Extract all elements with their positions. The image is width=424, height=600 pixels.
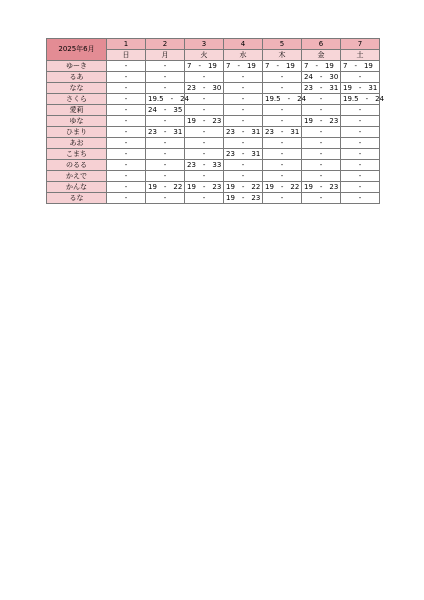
shift-cell: - xyxy=(263,193,302,204)
shift-cell: 23 - 31 xyxy=(302,83,341,94)
shift-cell: 19 - 22 xyxy=(263,182,302,193)
shift-cell: - xyxy=(263,160,302,171)
shift-cell: - xyxy=(302,171,341,182)
shift-cell: - xyxy=(341,127,380,138)
shift-cell: - xyxy=(263,138,302,149)
shift-cell: - xyxy=(185,94,224,105)
staff-row xyxy=(47,72,380,83)
shift-cell: - xyxy=(341,182,380,193)
shift-cell: - xyxy=(107,72,146,83)
shift-cell: 19 - 23 xyxy=(185,182,224,193)
shift-cell: - xyxy=(146,116,185,127)
shift-cell: 7 - 19 xyxy=(302,61,341,72)
shift-cell: - xyxy=(302,160,341,171)
shift-cell: 19 - 23 xyxy=(302,116,341,127)
shift-cell: 7 - 19 xyxy=(341,61,380,72)
shift-cell: - xyxy=(146,149,185,160)
shift-cell: 23 - 33 xyxy=(185,160,224,171)
shift-cell: - xyxy=(341,72,380,83)
shift-cell: - xyxy=(302,105,341,116)
shift-cell: - xyxy=(146,171,185,182)
staff-name: こまち xyxy=(47,149,107,160)
date-header: 7 xyxy=(341,39,380,50)
month-label: 2025年6月 xyxy=(47,39,107,61)
weekday-header: 金 xyxy=(302,50,341,61)
shift-cell: 7 - 19 xyxy=(185,61,224,72)
staff-row xyxy=(47,149,380,160)
shift-cell: - xyxy=(302,138,341,149)
shift-cell: - xyxy=(146,72,185,83)
shift-cell: - xyxy=(107,160,146,171)
shift-cell: - xyxy=(107,105,146,116)
date-header-row xyxy=(47,39,380,50)
shift-cell: - xyxy=(224,160,263,171)
shift-cell: - xyxy=(107,116,146,127)
staff-row xyxy=(47,193,380,204)
staff-name: なな xyxy=(47,83,107,94)
shift-cell: - xyxy=(341,160,380,171)
shift-cell: - xyxy=(263,116,302,127)
staff-name: るな xyxy=(47,193,107,204)
shift-cell: 19.5 - 24 xyxy=(341,94,380,105)
shift-cell: 24 - 35 xyxy=(146,105,185,116)
shift-cell: - xyxy=(185,193,224,204)
shift-cell: - xyxy=(224,171,263,182)
shift-cell: - xyxy=(107,149,146,160)
staff-name: 愛莉 xyxy=(47,105,107,116)
weekday-header: 日 xyxy=(107,50,146,61)
shift-cell: - xyxy=(185,149,224,160)
staff-name: のるる xyxy=(47,160,107,171)
date-header: 5 xyxy=(263,39,302,50)
shift-cell: - xyxy=(146,83,185,94)
staff-name: あお xyxy=(47,138,107,149)
shift-cell: - xyxy=(302,149,341,160)
schedule-body xyxy=(47,39,385,204)
staff-row xyxy=(47,160,380,171)
shift-cell: - xyxy=(107,94,146,105)
shift-cell: 19 - 22 xyxy=(146,182,185,193)
shift-cell: - xyxy=(146,193,185,204)
shift-cell: - xyxy=(107,127,146,138)
shift-cell: - xyxy=(341,149,380,160)
shift-cell: 24 - 30 xyxy=(302,72,341,83)
staff-name: ゆな xyxy=(47,116,107,127)
shift-cell: - xyxy=(107,171,146,182)
shift-cell: - xyxy=(146,61,185,72)
shift-cell: 19 - 23 xyxy=(302,182,341,193)
shift-cell: - xyxy=(302,193,341,204)
shift-schedule-table xyxy=(46,38,385,204)
shift-cell: - xyxy=(146,138,185,149)
staff-row xyxy=(47,116,380,127)
shift-cell: - xyxy=(341,116,380,127)
staff-row xyxy=(47,61,380,72)
shift-cell: 19.5 - 24 xyxy=(263,94,302,105)
shift-cell: 23 - 31 xyxy=(146,127,185,138)
staff-name: ひまり xyxy=(47,127,107,138)
shift-cell: 19 - 23 xyxy=(185,116,224,127)
shift-cell: - xyxy=(224,105,263,116)
shift-cell: - xyxy=(107,138,146,149)
shift-cell: - xyxy=(263,83,302,94)
staff-row xyxy=(47,182,380,193)
staff-name: ゆーき xyxy=(47,61,107,72)
shift-cell: 23 - 31 xyxy=(224,149,263,160)
shift-cell: 23 - 31 xyxy=(263,127,302,138)
shift-cell: - xyxy=(224,83,263,94)
shift-cell: 19 - 23 xyxy=(224,193,263,204)
shift-cell: 23 - 31 xyxy=(224,127,263,138)
shift-cell: - xyxy=(185,127,224,138)
shift-cell: - xyxy=(107,193,146,204)
shift-cell: - xyxy=(185,138,224,149)
shift-cell: 23 - 30 xyxy=(185,83,224,94)
weekday-header: 火 xyxy=(185,50,224,61)
date-header: 3 xyxy=(185,39,224,50)
shift-cell: 19 - 22 xyxy=(224,182,263,193)
shift-cell: - xyxy=(107,83,146,94)
shift-cell: - xyxy=(302,94,341,105)
shift-cell: - xyxy=(107,61,146,72)
date-header: 6 xyxy=(302,39,341,50)
staff-name: かえで xyxy=(47,171,107,182)
weekday-header: 月 xyxy=(146,50,185,61)
shift-cell: - xyxy=(341,105,380,116)
shift-cell: 19 - 31 xyxy=(341,83,380,94)
shift-cell: - xyxy=(146,160,185,171)
shift-cell: - xyxy=(185,72,224,83)
shift-cell: - xyxy=(302,127,341,138)
shift-cell: - xyxy=(263,72,302,83)
shift-cell: - xyxy=(224,94,263,105)
staff-row xyxy=(47,138,380,149)
shift-cell: - xyxy=(263,149,302,160)
shift-cell: 19.5 - 24 xyxy=(146,94,185,105)
staff-name: るあ xyxy=(47,72,107,83)
date-header: 2 xyxy=(146,39,185,50)
shift-cell: - xyxy=(185,171,224,182)
staff-row xyxy=(47,127,380,138)
shift-cell: - xyxy=(341,138,380,149)
staff-row xyxy=(47,105,380,116)
staff-row xyxy=(47,83,380,94)
shift-cell: - xyxy=(224,72,263,83)
shift-cell: - xyxy=(224,138,263,149)
shift-cell: - xyxy=(224,116,263,127)
date-header: 4 xyxy=(224,39,263,50)
staff-name: かんな xyxy=(47,182,107,193)
staff-row xyxy=(47,94,380,105)
staff-row xyxy=(47,171,380,182)
shift-cell: - xyxy=(341,193,380,204)
shift-cell: 7 - 19 xyxy=(263,61,302,72)
shift-cell: - xyxy=(263,171,302,182)
weekday-header: 水 xyxy=(224,50,263,61)
weekday-header: 木 xyxy=(263,50,302,61)
weekday-header: 土 xyxy=(341,50,380,61)
date-header: 1 xyxy=(107,39,146,50)
staff-name: さくら xyxy=(47,94,107,105)
shift-cell: - xyxy=(341,171,380,182)
shift-cell: - xyxy=(263,105,302,116)
shift-cell: - xyxy=(185,105,224,116)
shift-cell: - xyxy=(107,182,146,193)
shift-cell: 7 - 19 xyxy=(224,61,263,72)
